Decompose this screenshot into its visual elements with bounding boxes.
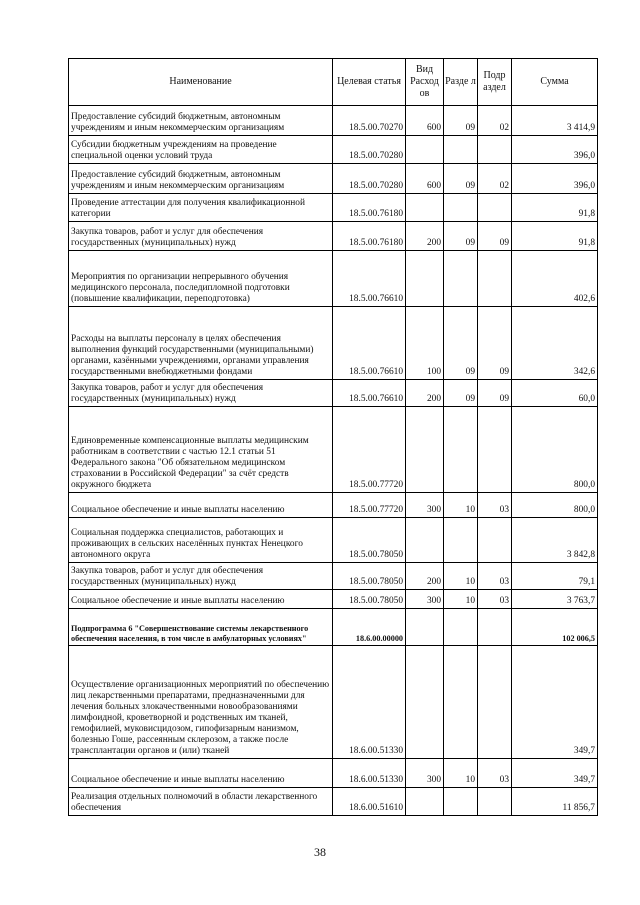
cell-section xyxy=(444,609,478,646)
cell-expense-type: 600 xyxy=(406,106,444,136)
header-subsection: Подр аздел xyxy=(478,59,512,106)
cell-name: Социальное обеспечение и иные выплаты населению xyxy=(69,759,333,788)
cell-target-article: 18.5.00.76180 xyxy=(333,222,406,251)
cell-name: Осуществление организационных мероприятий по обеспечению лиц лекарственными препаратами, предназначенными для лечения больных злокачественными новообразованиями лимфоидной, кроветворной и родственных им тканей, гемофилией, муковисцидозом, гипофизарным нанизмом, болезнью Гоше, рассеянным склерозом, а также после трансплантации органов и (или) тканей xyxy=(69,646,333,759)
cell-subsection xyxy=(478,407,512,493)
cell-amount: 11 856,7 xyxy=(512,788,598,816)
cell-name: Закупка товаров, работ и услуг для обеспечения государственных (муниципальных) нужд xyxy=(69,563,333,590)
header-section: Разде л xyxy=(444,59,478,106)
cell-target-article: 18.5.00.77720 xyxy=(333,407,406,493)
table-row xyxy=(69,646,598,759)
cell-expense-type: 300 xyxy=(406,759,444,788)
cell-subsection: 02 xyxy=(478,106,512,136)
cell-expense-type: 600 xyxy=(406,164,444,194)
cell-target-article: 18.5.00.77720 xyxy=(333,493,406,518)
cell-amount: 79,1 xyxy=(512,563,598,590)
cell-target-article: 18.5.00.78050 xyxy=(333,590,406,609)
cell-amount: 349,7 xyxy=(512,759,598,788)
cell-name: Закупка товаров, работ и услуг для обеспечения государственных (муниципальных) нужд xyxy=(69,380,333,407)
cell-section xyxy=(444,518,478,563)
cell-target-article: 18.5.00.70280 xyxy=(333,164,406,194)
cell-target-article: 18.5.00.76610 xyxy=(333,380,406,407)
cell-target-article: 18.6.00.00000 xyxy=(333,609,406,646)
cell-target-article: 18.5.00.76610 xyxy=(333,307,406,380)
page-number: 38 xyxy=(314,845,326,859)
cell-expense-type: 200 xyxy=(406,563,444,590)
cell-section: 10 xyxy=(444,590,478,609)
cell-amount: 800,0 xyxy=(512,493,598,518)
cell-section: 10 xyxy=(444,493,478,518)
cell-subsection xyxy=(478,646,512,759)
cell-section: 10 xyxy=(444,759,478,788)
table-row xyxy=(69,164,598,194)
cell-target-article: 18.5.00.70270 xyxy=(333,106,406,136)
table-header-row xyxy=(69,59,598,106)
cell-name: Социальное обеспечение и иные выплаты населению xyxy=(69,590,333,609)
cell-amount: 396,0 xyxy=(512,136,598,164)
cell-name: Мероприятия по организации непрерывного обучения медицинского персонала, последипломной подготовки (повышение квалификации, переподготовка) xyxy=(69,251,333,307)
table-row xyxy=(69,251,598,307)
cell-amount: 102 006,5 xyxy=(512,609,598,646)
cell-target-article: 18.5.00.76610 xyxy=(333,251,406,307)
cell-subsection: 03 xyxy=(478,759,512,788)
cell-amount: 3 763,7 xyxy=(512,590,598,609)
cell-section xyxy=(444,646,478,759)
cell-section: 09 xyxy=(444,164,478,194)
cell-subsection: 03 xyxy=(478,590,512,609)
cell-subsection: 02 xyxy=(478,164,512,194)
cell-target-article: 18.5.00.76180 xyxy=(333,194,406,222)
cell-section xyxy=(444,788,478,816)
cell-expense-type: 100 xyxy=(406,307,444,380)
cell-subsection xyxy=(478,788,512,816)
cell-amount: 800,0 xyxy=(512,407,598,493)
cell-section xyxy=(444,194,478,222)
budget-table xyxy=(68,58,598,816)
cell-amount: 349,7 xyxy=(512,646,598,759)
cell-subsection xyxy=(478,136,512,164)
cell-target-article: 18.5.00.70280 xyxy=(333,136,406,164)
cell-section: 09 xyxy=(444,307,478,380)
table-row xyxy=(69,307,598,380)
cell-subsection: 09 xyxy=(478,307,512,380)
cell-expense-type: 200 xyxy=(406,222,444,251)
cell-name: Подпрограмма 6 "Совершенствование системы лекарственного обеспечения населения, в том числе в амбулаторных условиях" xyxy=(69,609,333,646)
cell-section xyxy=(444,407,478,493)
cell-amount: 396,0 xyxy=(512,164,598,194)
cell-amount: 3 414,9 xyxy=(512,106,598,136)
cell-subsection: 03 xyxy=(478,493,512,518)
cell-amount: 91,8 xyxy=(512,194,598,222)
table-row xyxy=(69,194,598,222)
cell-section: 09 xyxy=(444,106,478,136)
cell-section xyxy=(444,136,478,164)
header-expense: Вид Расход ов xyxy=(406,59,444,106)
cell-target-article: 18.6.00.51330 xyxy=(333,759,406,788)
table-row xyxy=(69,609,598,646)
cell-subsection xyxy=(478,251,512,307)
cell-subsection: 09 xyxy=(478,380,512,407)
table-row xyxy=(69,106,598,136)
cell-section: 09 xyxy=(444,222,478,251)
cell-amount: 402,6 xyxy=(512,251,598,307)
cell-amount: 342,6 xyxy=(512,307,598,380)
cell-amount: 60,0 xyxy=(512,380,598,407)
cell-name: Реализация отдельных полномочий в области лекарственного обеспечения xyxy=(69,788,333,816)
cell-target-article: 18.6.00.51330 xyxy=(333,646,406,759)
cell-target-article: 18.6.00.51610 xyxy=(333,788,406,816)
cell-subsection xyxy=(478,518,512,563)
header-name: Наименование xyxy=(69,59,333,106)
table-row xyxy=(69,222,598,251)
cell-expense-type xyxy=(406,518,444,563)
cell-expense-type xyxy=(406,407,444,493)
table-body xyxy=(69,106,598,816)
table-row xyxy=(69,590,598,609)
cell-expense-type xyxy=(406,646,444,759)
table-row xyxy=(69,493,598,518)
cell-target-article: 18.5.00.78050 xyxy=(333,563,406,590)
cell-name: Закупка товаров, работ и услуг для обеспечения государственных (муниципальных) нужд xyxy=(69,222,333,251)
cell-name: Единовременные компенсационные выплаты медицинским работникам в соответствии с частью 12.1 статьи 51 Федерального закона "Об обязательном медицинском страховании в Российской Федерации" за счёт средств окружного бюджета xyxy=(69,407,333,493)
cell-name: Социальное обеспечение и иные выплаты населению xyxy=(69,493,333,518)
table-row xyxy=(69,136,598,164)
cell-expense-type xyxy=(406,609,444,646)
cell-amount: 3 842,8 xyxy=(512,518,598,563)
cell-section: 10 xyxy=(444,563,478,590)
table-row xyxy=(69,380,598,407)
cell-expense-type xyxy=(406,788,444,816)
cell-section xyxy=(444,251,478,307)
cell-name: Социальная поддержка специалистов, работающих и проживающих в сельских населённых пунктах Ненецкого автономного округа xyxy=(69,518,333,563)
cell-subsection: 03 xyxy=(478,563,512,590)
table-row xyxy=(69,407,598,493)
table-row xyxy=(69,563,598,590)
header-target: Целевая статья xyxy=(333,59,406,106)
header-amount: Сумма xyxy=(512,59,598,106)
cell-amount: 91,8 xyxy=(512,222,598,251)
cell-name: Предоставление субсидий бюджетным, автономным учреждениям и иным некоммерческим организациям xyxy=(69,164,333,194)
cell-expense-type: 300 xyxy=(406,493,444,518)
cell-expense-type xyxy=(406,136,444,164)
table-row xyxy=(69,518,598,563)
cell-expense-type xyxy=(406,194,444,222)
cell-name: Предоставление субсидий бюджетным, автономным учреждениям и иным некоммерческим организациям xyxy=(69,106,333,136)
cell-name: Субсидии бюджетным учреждениям на проведение специальной оценки условий труда xyxy=(69,136,333,164)
cell-expense-type: 200 xyxy=(406,380,444,407)
cell-subsection: 09 xyxy=(478,222,512,251)
cell-name: Проведение аттестации для получения квалификационной категории xyxy=(69,194,333,222)
cell-section: 09 xyxy=(444,380,478,407)
cell-name: Расходы на выплаты персоналу в целях обеспечения выполнения функций государственными (муниципальными) органами, казёнными учреждениями, органами управления государственными внебюджетными фондами xyxy=(69,307,333,380)
cell-target-article: 18.5.00.78050 xyxy=(333,518,406,563)
cell-expense-type xyxy=(406,251,444,307)
cell-expense-type: 300 xyxy=(406,590,444,609)
cell-subsection xyxy=(478,609,512,646)
table-row xyxy=(69,788,598,816)
table-row xyxy=(69,759,598,788)
cell-subsection xyxy=(478,194,512,222)
